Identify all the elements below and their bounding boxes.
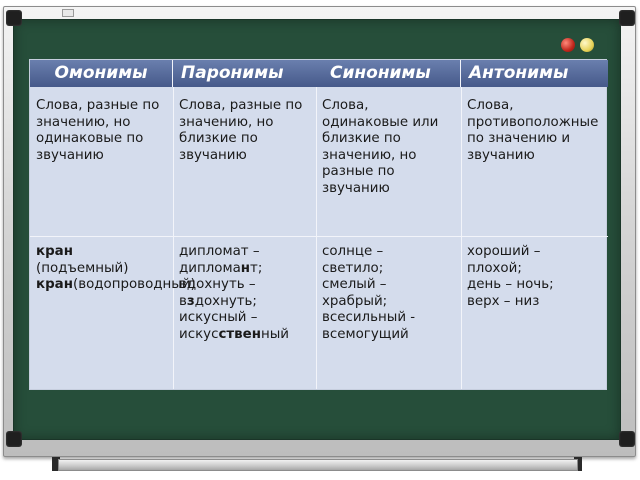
example-line: светило;: [322, 260, 384, 276]
example-part: диплома: [179, 260, 241, 276]
chalk-ledge: [58, 459, 578, 471]
definition-paronyms: Слова, разные по значению, но близкие по звучанию: [179, 98, 303, 163]
example-line: хороший –: [467, 244, 541, 259]
word-types-table: [29, 59, 607, 390]
example-line: день – ночь;: [467, 277, 554, 292]
example-meaning: (водопроводный): [72, 277, 196, 292]
example-word: кран: [36, 244, 73, 259]
definition-homonyms: Слова, разные по значению, но одинаковые по звучанию: [36, 98, 160, 163]
highlighted-letters: з: [186, 293, 195, 309]
header-antonyms: Антонимы: [461, 60, 608, 87]
definition-antonyms: Слова, противоположные по значению и звучанию: [467, 98, 599, 163]
header-paronyms: Паронимы: [173, 60, 317, 87]
frame-corner: [619, 10, 635, 26]
example-part: искус: [179, 326, 219, 342]
example-meaning: (подъемный): [36, 260, 129, 276]
examples-synonyms: [316, 244, 461, 343]
highlighted-letters: ствен: [218, 326, 261, 342]
frame-corner: [6, 431, 22, 447]
example-part: дохнуть;: [194, 293, 257, 309]
definition-synonyms: Слова, одинаковые или близкие по значению, но разные по звучанию: [322, 98, 439, 196]
example-line: искусный –: [179, 310, 258, 325]
red-magnet-icon: [561, 38, 575, 52]
example-line: [179, 327, 310, 344]
example-line: вдохнуть –: [179, 277, 256, 292]
example-line: смелый –: [322, 277, 387, 292]
example-line: [36, 277, 196, 294]
examples-paronyms: [173, 244, 316, 343]
frame-corner: [619, 431, 635, 447]
header-homonyms: Омонимы: [30, 60, 173, 87]
yellow-magnet-icon: [580, 38, 594, 52]
highlighted-letters: н: [240, 260, 251, 276]
examples-homonyms: [30, 244, 196, 294]
example-part: т;: [250, 260, 263, 276]
example-line: солнце –: [322, 244, 384, 259]
example-line: плохой;: [467, 260, 522, 276]
example-part: в: [179, 293, 187, 309]
frame-corner: [6, 10, 22, 26]
example-part: ный: [260, 326, 289, 342]
example-line: [179, 261, 310, 278]
example-line: верх – низ: [467, 293, 540, 309]
example-line: [179, 294, 310, 311]
row-divider: [30, 236, 608, 237]
example-line: всемогущий: [322, 326, 409, 342]
frame-hook: [62, 9, 74, 17]
example-line: [36, 244, 167, 277]
example-line: храбрый;: [322, 293, 388, 309]
example-line: всесильный -: [322, 310, 416, 325]
examples-antonyms: [461, 244, 608, 310]
example-line: дипломат –: [179, 244, 260, 259]
example-word: кран: [36, 277, 73, 292]
header-synonyms: Синонимы: [316, 60, 461, 87]
